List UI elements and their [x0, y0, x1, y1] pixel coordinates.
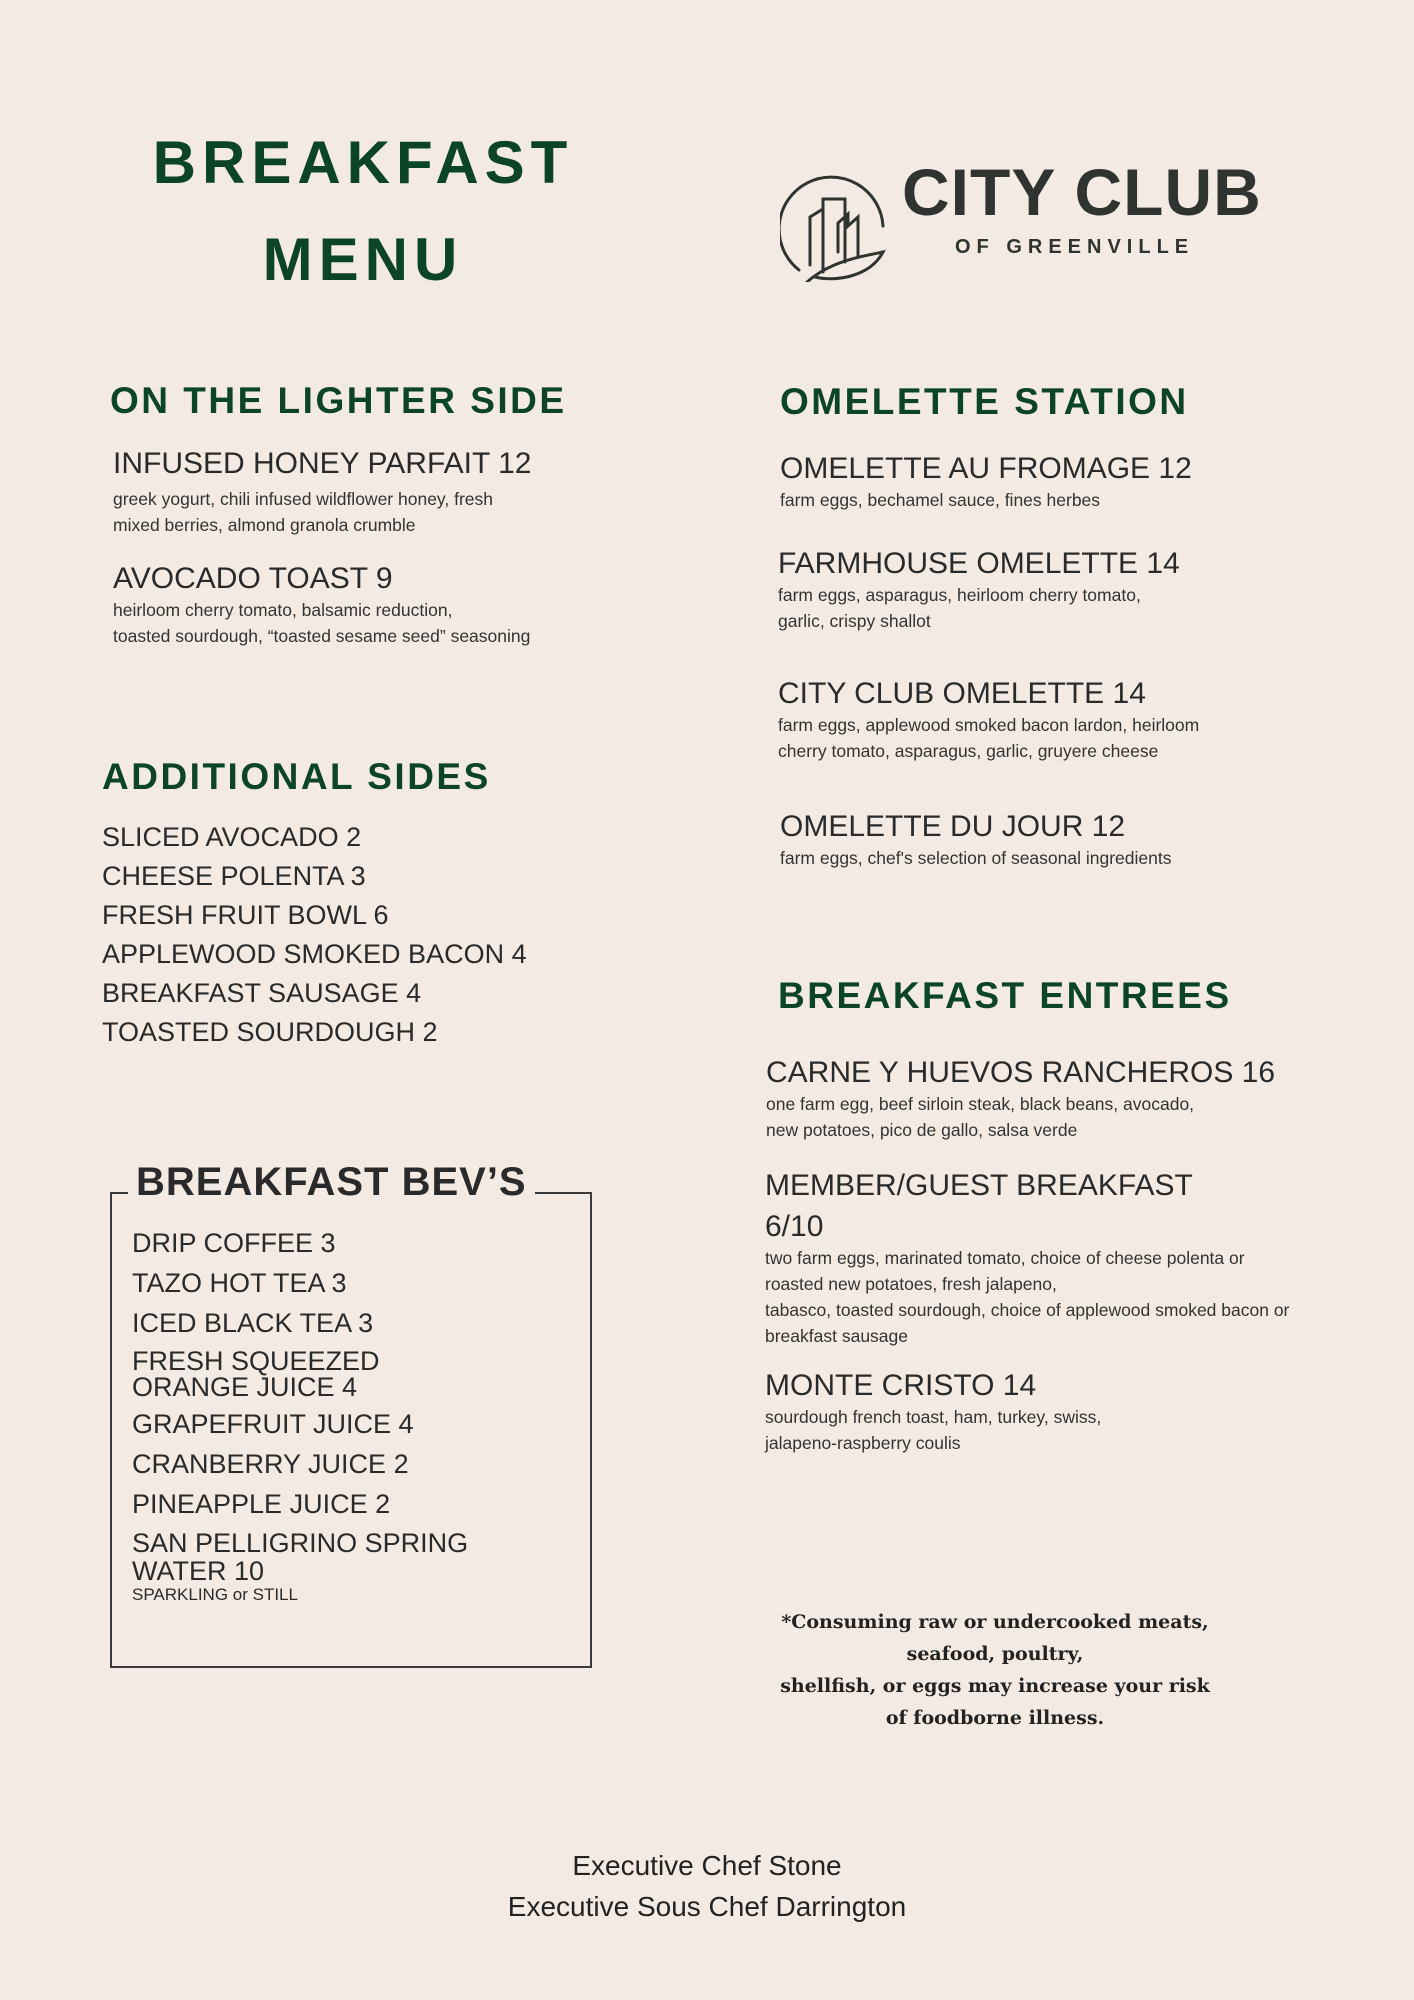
item-desc: mixed berries, almond granola crumble: [113, 515, 416, 535]
menu-item: [766, 1055, 1275, 1143]
item-name: OMELETTE AU FROMAGE 12: [780, 452, 1192, 485]
item-desc: two farm eggs, marinated tomato, choice of cheese polenta or: [765, 1248, 1245, 1268]
item-desc: heirloom cherry tomato, balsamic reduction,: [113, 600, 453, 620]
executive-chef: Executive Chef Stone: [572, 1850, 842, 1881]
item-desc: farm eggs, applewood smoked bacon lardon, heirloom: [778, 715, 1200, 735]
item-desc: tabasco, toasted sourdough, choice of applewood smoked bacon or: [765, 1300, 1290, 1320]
logo-name: CITY CLUB: [902, 155, 1262, 229]
item-desc: sourdough french toast, ham, turkey, swiss,: [765, 1407, 1102, 1427]
sous-chef: Executive Sous Chef Darrington: [507, 1891, 907, 1922]
bev-item: FRESH SQUEEZED ORANGE JUICE 4: [132, 1346, 380, 1402]
city-club-logo: [780, 152, 1270, 282]
menu-item: [778, 546, 1180, 634]
menu-item: [780, 451, 1192, 513]
chef-credits: [407, 1845, 1007, 1927]
bevs-list: [132, 1228, 572, 1605]
bev-item: ICED BLACK TEA 3: [132, 1308, 374, 1338]
item-desc: roasted new potatoes, fresh jalapeno,: [765, 1274, 1057, 1294]
item-desc: greek yogurt, chili infused wildflower honey, fresh: [113, 489, 494, 509]
bev-note: SPARKLING or STILL: [132, 1585, 298, 1604]
sides-list: [102, 818, 527, 1052]
disclaimer-line: shellfish, or eggs may increase your risk: [780, 1675, 1210, 1697]
bev-item: DRIP COFFEE 3: [132, 1228, 336, 1258]
bev-item: TAZO HOT TEA 3: [132, 1268, 347, 1298]
section-heading-omelettes: OMELETTE STATION: [780, 381, 1189, 422]
side-item: TOASTED SOURDOUGH 2: [102, 1017, 438, 1047]
item-desc: one farm egg, beef sirloin steak, black beans, avocado,: [766, 1094, 1195, 1114]
bev-item: GRAPEFRUIT JUICE 4: [132, 1409, 414, 1439]
item-name: MEMBER/GUEST BREAKFAST: [765, 1169, 1193, 1202]
city-skyline-leaf-icon: [780, 152, 890, 282]
item-name: FARMHOUSE OMELETTE 14: [778, 547, 1180, 580]
item-price: 6/10: [765, 1210, 824, 1243]
side-item: APPLEWOOD SMOKED BACON 4: [102, 939, 527, 969]
disclaimer-line: seafood, poultry,: [906, 1643, 1084, 1665]
bev-item: PINEAPPLE JUICE 2: [132, 1489, 391, 1519]
disclaimer-line: of foodborne illness.: [885, 1707, 1105, 1729]
bev-item: CRANBERRY JUICE 2: [132, 1449, 409, 1479]
menu-item: [780, 809, 1171, 871]
item-desc: breakfast sausage: [765, 1326, 909, 1346]
item-name: OMELETTE DU JOUR 12: [780, 810, 1126, 843]
side-item: BREAKFAST SAUSAGE 4: [102, 978, 422, 1008]
item-desc: farm eggs, bechamel sauce, fines herbes: [780, 490, 1101, 510]
side-item: CHEESE POLENTA 3: [102, 861, 366, 891]
section-heading-entrees: BREAKFAST ENTREES: [778, 975, 1232, 1016]
item-name: AVOCADO TOAST 9: [113, 562, 393, 595]
item-desc: jalapeno-raspberry coulis: [765, 1433, 961, 1453]
section-heading-bevs: BREAKFAST BEV’S: [128, 1160, 535, 1205]
disclaimer-line: *Consuming raw or undercooked meats,: [781, 1611, 1209, 1633]
menu-item: [113, 446, 531, 538]
side-item: FRESH FRUIT BOWL 6: [102, 900, 389, 930]
menu-title-line1: BREAKFAST: [152, 129, 574, 196]
item-name: MONTE CRISTO 14: [765, 1369, 1037, 1402]
item-desc: toasted sourdough, “toasted sesame seed” seasoning: [113, 626, 531, 646]
item-desc: new potatoes, pico de gallo, salsa verde: [766, 1120, 1078, 1140]
section-heading-lighter-side: ON THE LIGHTER SIDE: [110, 380, 567, 421]
item-name: INFUSED HONEY PARFAIT 12: [113, 447, 532, 480]
item-desc: farm eggs, asparagus, heirloom cherry tomato,: [778, 585, 1141, 605]
item-desc: farm eggs, chef's selection of seasonal ingredients: [780, 848, 1172, 868]
item-name: CITY CLUB OMELETTE 14: [778, 677, 1146, 710]
logo-subtitle: OF GREENVILLE: [955, 236, 1195, 258]
item-desc: garlic, crispy shallot: [778, 611, 931, 631]
side-item: SLICED AVOCADO 2: [102, 822, 362, 852]
item-name: CARNE Y HUEVOS RANCHEROS 16: [766, 1056, 1276, 1089]
food-safety-disclaimer: [760, 1606, 1230, 1734]
menu-title-line2: MENU: [262, 226, 464, 293]
bev-item: SAN PELLIGRINO SPRING WATER 10: [132, 1528, 469, 1586]
item-desc: cherry tomato, asparagus, garlic, gruyere cheese: [778, 741, 1159, 761]
section-heading-sides: ADDITIONAL SIDES: [102, 756, 491, 797]
menu-item: [765, 1368, 1101, 1456]
menu-item: [765, 1163, 1289, 1349]
menu-item: [778, 676, 1199, 764]
menu-item: [113, 561, 530, 649]
